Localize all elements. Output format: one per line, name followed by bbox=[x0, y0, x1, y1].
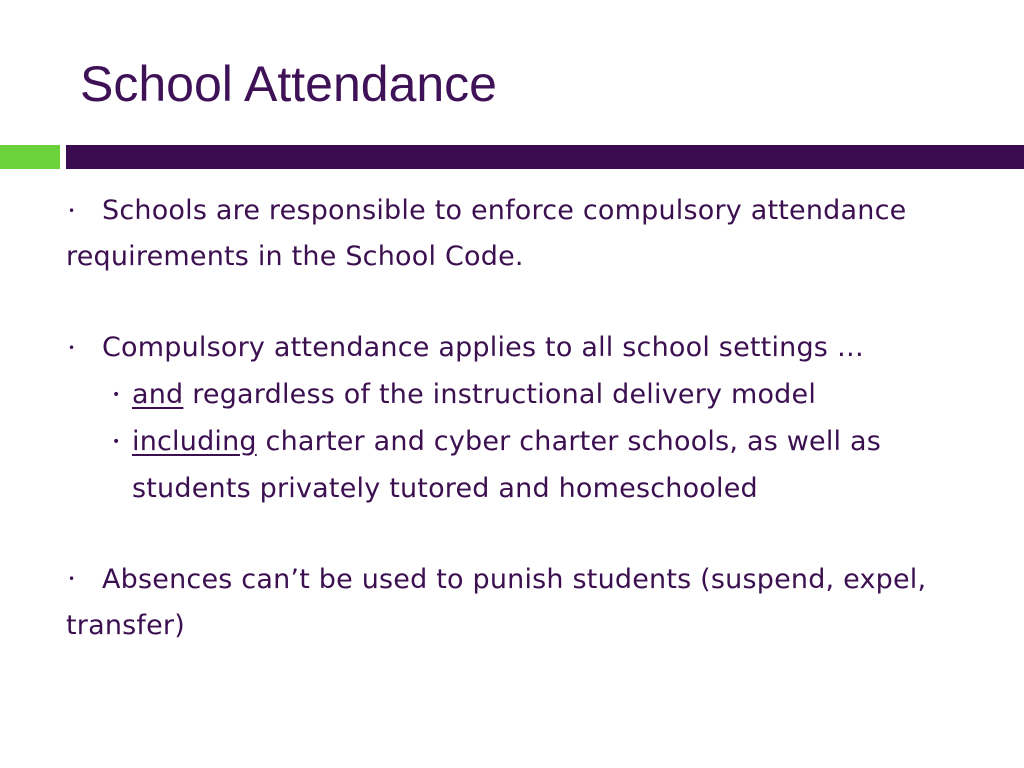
slide-title: School Attendance bbox=[80, 56, 497, 112]
sub-bullet-text: charter and cyber charter schools, as well as students privately tutored and homeschooled bbox=[132, 425, 882, 504]
sub-bullet-dot-icon: • bbox=[112, 387, 121, 404]
bullet-text: Compulsory attendance applies to all school settings … bbox=[102, 332, 865, 364]
purple-title-rule bbox=[66, 145, 1024, 169]
bullet-item bbox=[66, 557, 966, 649]
bullet-dot-icon: • bbox=[68, 572, 76, 587]
bullet-text: Absences can’t be used to punish students (suspend, expel, transfer) bbox=[66, 563, 927, 641]
emphasis-word: and bbox=[132, 378, 184, 410]
sub-bullet-item bbox=[66, 419, 966, 512]
bullet-dot-icon: • bbox=[68, 203, 76, 218]
emphasis-word: including bbox=[132, 425, 257, 457]
bullet-item bbox=[66, 188, 966, 280]
bullet-text: Schools are responsible to enforce compulsory attendance requirements in the School Code. bbox=[66, 195, 907, 273]
sub-bullet-text: regardless of the instructional delivery model bbox=[183, 378, 817, 410]
slide-body bbox=[66, 188, 966, 648]
sub-bullet-item bbox=[66, 372, 966, 419]
spacer bbox=[66, 511, 966, 557]
green-accent-bar bbox=[0, 145, 60, 169]
bullet-item bbox=[66, 325, 966, 371]
sub-bullet-dot-icon: • bbox=[112, 434, 121, 451]
bullet-dot-icon: • bbox=[68, 341, 76, 356]
spacer bbox=[66, 280, 966, 326]
